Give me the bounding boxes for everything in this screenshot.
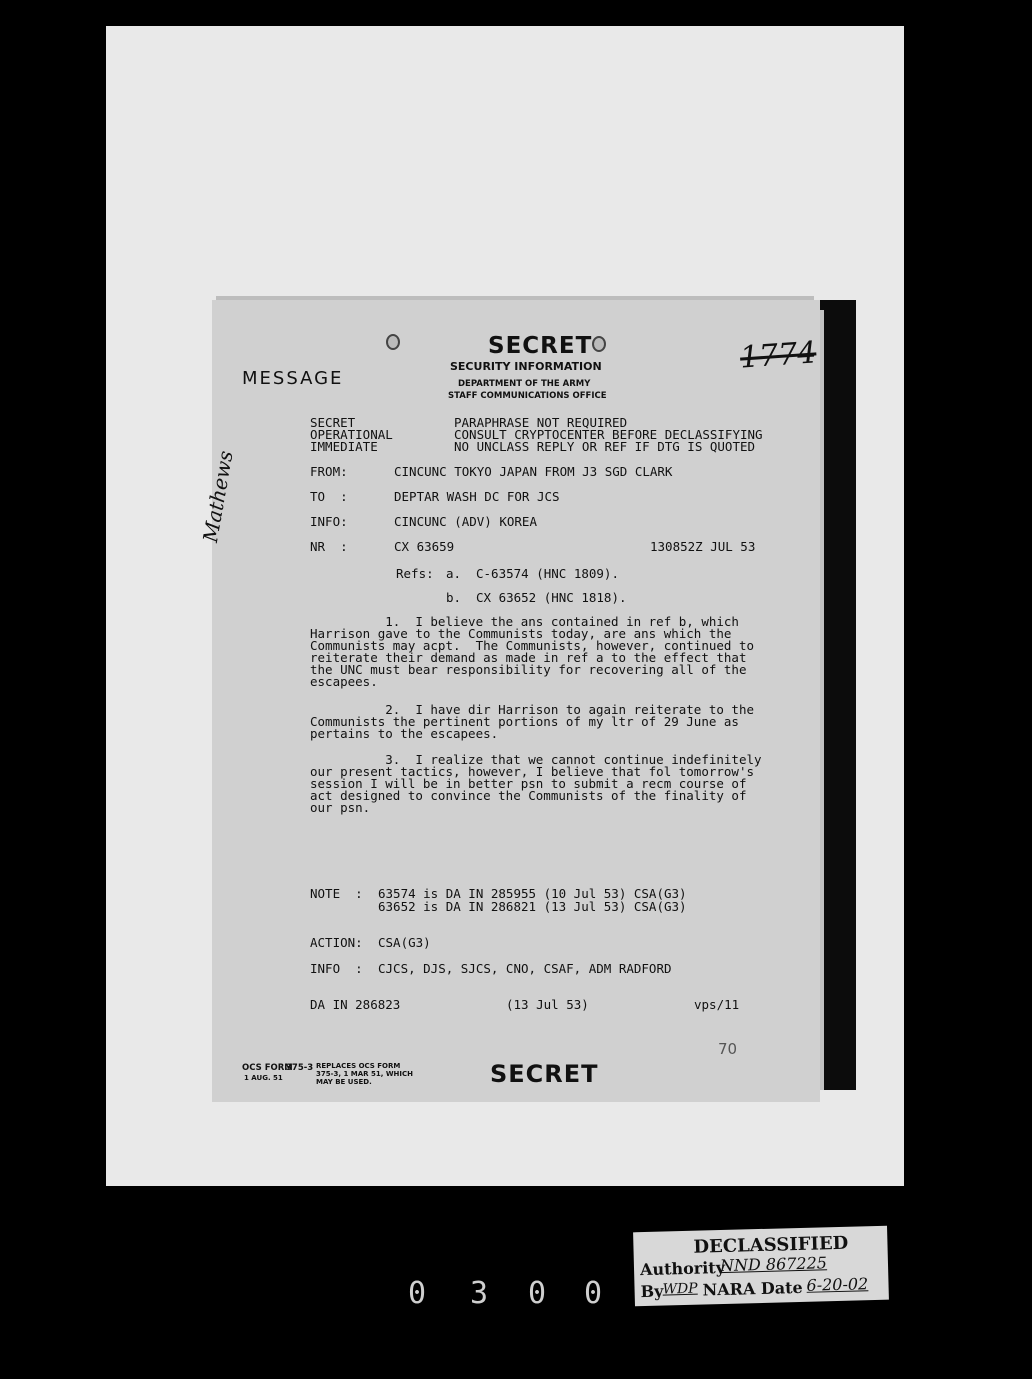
distribution-label: INFO : <box>310 961 363 976</box>
message-label: MESSAGE <box>242 368 344 389</box>
da-in-date: (13 Jul 53) <box>506 997 589 1012</box>
info-label: INFO: <box>310 514 348 529</box>
da-in-number: DA IN 286823 <box>310 997 401 1012</box>
body-line: the UNC must bear responsibility for recovering all of the <box>310 662 747 677</box>
body-line: 3. I realize that we cannot continue indefinitely <box>310 752 762 767</box>
nr-label: NR : <box>310 539 348 554</box>
header-classification: SECRET <box>488 333 593 359</box>
ref-b: CX 63652 (HNC 1818). <box>476 590 627 605</box>
handling-right-2: CONSULT CRYPTOCENTER BEFORE DECLASSIFYING <box>454 427 763 442</box>
body-line: session I will be in better psn to submit a recm course of <box>310 776 747 791</box>
ref-a-letter: a. <box>446 566 462 581</box>
body-line: 2. I have dir Harrison to again reiterate to the <box>310 702 755 717</box>
from-label: FROM: <box>310 464 348 479</box>
body-line: our present tactics, however, I believe that fol tomorrow's <box>310 764 755 779</box>
body-line: escapees. <box>310 674 378 689</box>
note-line-2: 63652 is DA IN 286821 (13 Jul 53) CSA(G3) <box>378 899 687 914</box>
nara-date-value: 6-20-02 <box>806 1274 869 1295</box>
info-value: CINCUNC (ADV) KOREA <box>394 514 537 529</box>
footer-classification: SECRET <box>490 1060 599 1088</box>
form-number: 375-3 <box>286 1063 314 1073</box>
body-line: pertains to the escapees. <box>310 726 499 741</box>
body-line: Communists may acpt. The Communists, however, continued to <box>310 638 755 653</box>
security-information: SECURITY INFORMATION <box>450 360 602 373</box>
frame-digit: 0 <box>528 1276 547 1311</box>
body-line: Harrison gave to the Communists today, are ans which the <box>310 626 732 641</box>
action-label: ACTION: <box>310 935 363 950</box>
operator-ref: vps/11 <box>694 997 740 1012</box>
frame-digit: 0 <box>584 1276 603 1311</box>
frame-digit: 3 <box>470 1276 489 1311</box>
to-value: DEPTAR WASH DC FOR JCS <box>394 489 560 504</box>
distribution-value: CJCS, DJS, SJCS, CNO, CSAF, ADM RADFORD <box>378 961 672 976</box>
paper-stack-edge <box>820 310 824 1090</box>
page-number: 70 <box>718 1040 738 1058</box>
nr-value: CX 63659 <box>394 539 455 554</box>
margin-handwriting: Mathews <box>198 448 238 545</box>
from-value: CINCUNC TOKYO JAPAN FROM J3 SGD CLARK <box>394 464 673 479</box>
handling-left-2: OPERATIONAL <box>310 427 393 442</box>
refs-label: Refs: <box>396 566 434 581</box>
punch-hole <box>592 336 606 352</box>
body-line: act designed to convince the Communists of the finality of <box>310 788 747 803</box>
authority-value: NND 867225 <box>719 1253 828 1276</box>
declassification-stamp <box>633 1226 889 1307</box>
note-label: NOTE : <box>310 886 363 901</box>
form-name: OCS FORM <box>242 1063 293 1073</box>
handling-right-1: PARAPHRASE NOT REQUIRED <box>454 415 628 430</box>
to-label: TO : <box>310 489 348 504</box>
note-line-1: 63574 is DA IN 285955 (10 Jul 53) CSA(G3) <box>378 886 687 901</box>
body-line: our psn. <box>310 800 371 815</box>
punch-hole <box>386 334 400 350</box>
form-replaces-1: REPLACES OCS FORM <box>316 1062 401 1070</box>
ref-a: C-63574 (HNC 1809). <box>476 566 619 581</box>
authority-label: Authority <box>639 1257 726 1280</box>
form-date: 1 AUG. 51 <box>244 1074 283 1082</box>
department-name: DEPARTMENT OF THE ARMY <box>458 379 591 389</box>
dtg-value: 130852Z JUL 53 <box>650 539 756 554</box>
nara-date-label: NARA Date <box>702 1277 803 1300</box>
form-replaces-3: MAY BE USED. <box>316 1078 372 1086</box>
message-form <box>212 300 820 1102</box>
ref-b-letter: b. <box>446 590 462 605</box>
office-name: STAFF COMMUNICATIONS OFFICE <box>448 391 607 401</box>
handling-left-3: IMMEDIATE <box>310 439 378 454</box>
declassified-title: DECLASSIFIED <box>693 1232 849 1258</box>
by-label: By <box>640 1281 664 1302</box>
action-value: CSA(G3) <box>378 935 431 950</box>
handwritten-number: 1774 <box>738 335 818 376</box>
handling-left-1: SECRET <box>310 415 356 430</box>
body-line: reiterate their demand as made in ref a to the effect that <box>310 650 747 665</box>
frame-digit: 0 <box>408 1276 427 1311</box>
handling-right-3: NO UNCLASS REPLY OR REF IF DTG IS QUOTED <box>454 439 756 454</box>
form-replaces-2: 375-3, 1 MAR 51, WHICH <box>316 1070 414 1078</box>
by-value: WDP <box>662 1280 698 1298</box>
body-line: Communists the pertinent portions of my ltr of 29 June as <box>310 714 739 729</box>
body-line: 1. I believe the ans contained in ref b, which <box>310 614 739 629</box>
